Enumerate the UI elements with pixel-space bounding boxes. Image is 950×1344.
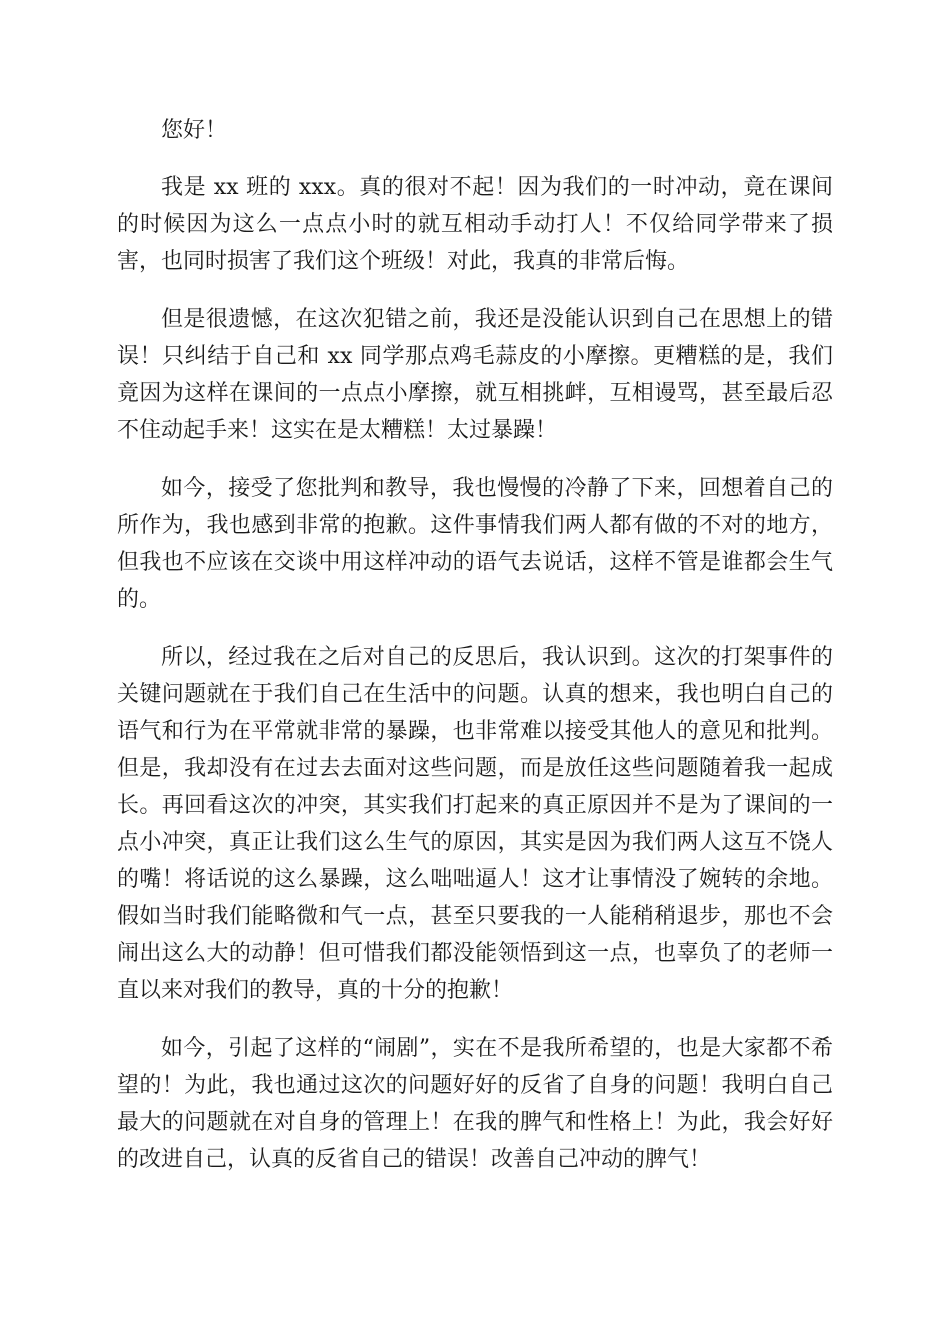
paragraph-2: 但是很遗憾，在这次犯错之前，我还是没能认识到自己在思想上的错误！只纠结于自己和 xx 同学那点鸡毛蒜皮的小摩擦。更糟糕的是，我们竟因为这样在课间的一点点小摩擦，就互相挑衅，互相谩骂，甚至最后忍不住动起手来！这实在是太糟糕！太过暴躁！ <box>117 307 833 443</box>
paragraph-1: 我是 xx 班的 xxx。真的很对不起！因为我们的一时冲动，竟在课间的时候因为这么一点点小时的就互相动手动打人！不仅给同学带来了损害，也同时损害了我们这个班级！对此，我真的非常后悔。 <box>117 175 833 274</box>
paragraph-4: 所以，经过我在之后对自己的反思后，我认识到。这次的打架事件的关键问题就在于我们自己在生活中的问题。认真的想来，我也明白自己的语气和行为在平常就非常的暴躁，也非常难以接受其他人的意见和批判。但是，我却没有在过去去面对这些问题，而是放任这些问题随着我一起成长。再回看这次的冲突，其实我们打起来的真正原因并不是为了课间的一点小冲突，真正让我们这么生气的原因，其实是因为我们两人这互不饶人的嘴！将话说的这么暴躁，这么咄咄逼人！这才让事情没了婉转的余地。假如当时我们能略微和气一点，甚至只要我的一人能稍稍退步，那也不会闹出这么大的动静！但可惜我们都没能领悟到这一点，也辜负了的老师一直以来对我们的教导，真的十分的抱歉！ <box>117 645 833 1003</box>
greeting: 您好！ <box>161 118 228 143</box>
document-body <box>117 112 833 1199</box>
paragraph-3: 如今，接受了您批判和教导，我也慢慢的冷静了下来，回想着自己的所作为，我也感到非常的抱歉。这件事情我们两人都有做的不对的地方，但我也不应该在交谈中用这样冲动的语气去说话，这样不管是谁都会生气的。 <box>117 476 833 612</box>
paragraph-5: 如今，引起了这样的“闹剧”，实在不是我所希望的，也是大家都不希望的！为此，我也通过这次的问题好好的反省了自身的问题！我明白自己最大的问题就在对自身的管理上！在我的脾气和性格上！为此，我会好好的改进自己，认真的反省自己的错误！改善自己冲动的脾气！ <box>117 1036 833 1172</box>
